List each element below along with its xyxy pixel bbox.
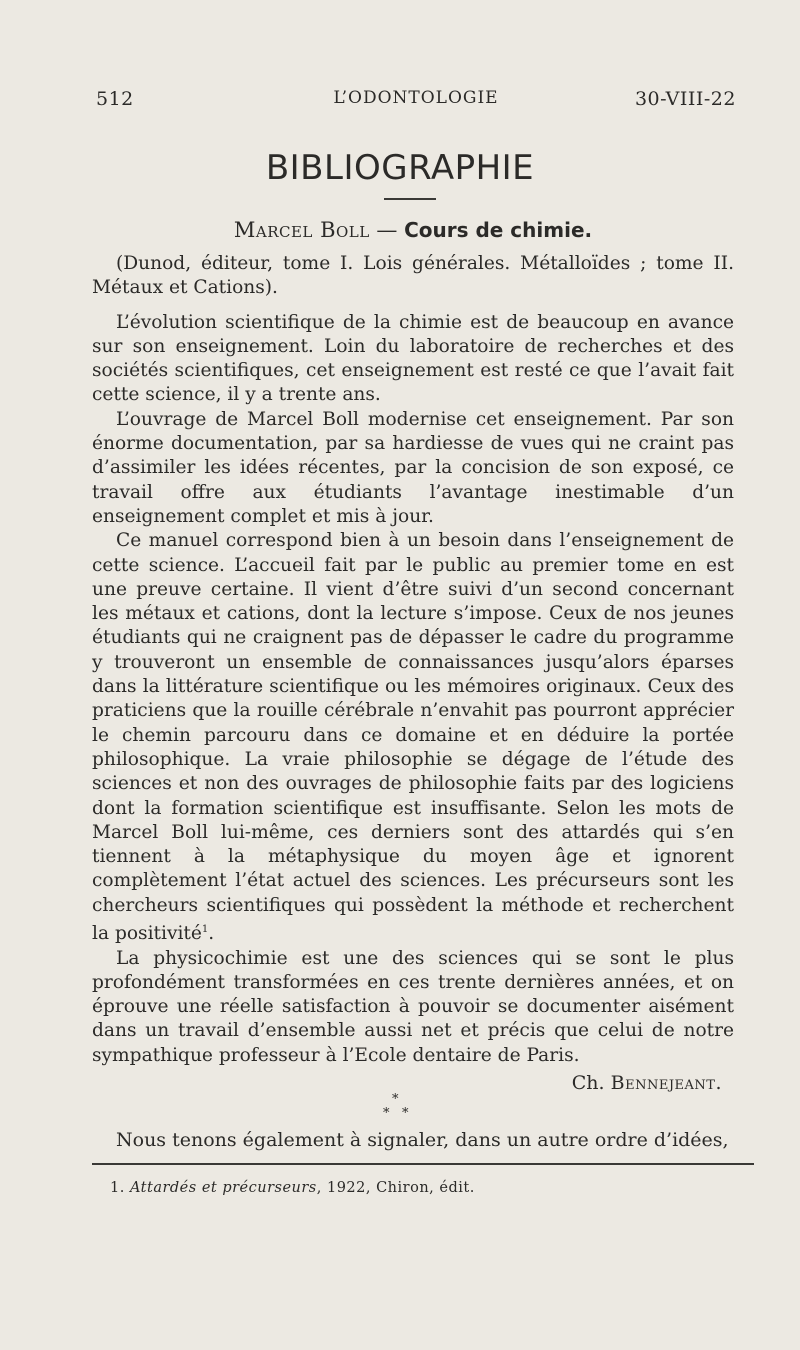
asterisk-right: * xyxy=(402,1106,409,1121)
signature xyxy=(572,1072,722,1094)
paragraph-1: L’évolution scientifique de la chimie est de beaucoup en avance sur son enseignement. Loin du laboratoire de recherches et des sociétés scientifiques, cet enseignement est resté ce que l’avait fait cette science, il y a trente ans. xyxy=(92,311,734,406)
review-heading xyxy=(90,218,736,242)
review-body xyxy=(92,252,734,1068)
asterisk-left: * xyxy=(383,1106,390,1121)
running-head xyxy=(96,88,736,112)
continuation-text: Nous tenons également à signaler, dans un autre ordre d’idées, xyxy=(116,1129,729,1151)
journal-title: L’ODONTOLOGIE xyxy=(333,88,499,108)
page-number: 512 xyxy=(96,88,134,110)
footnote-title: Attardés et précurseurs xyxy=(129,1180,317,1196)
issue-date: 30-VIII-22 xyxy=(634,88,736,110)
asterisk-top: * xyxy=(392,1092,399,1107)
signature-name: Bennejeant. xyxy=(610,1072,722,1094)
title-rule xyxy=(384,198,436,200)
footnote-rule xyxy=(92,1163,754,1165)
paragraph-4: La physicochimie est une des sciences qui se sont le plus profondément transformées en ces trente dernières années, et on éprouve une réelle satisfaction à pouvoir se documenter aisément dans un travail d’ensemble aussi net et précis que celui de notre sympathique professeur à l’Ecole dentaire de Paris. xyxy=(92,947,734,1066)
asterism xyxy=(0,1092,800,1128)
footnote xyxy=(110,1180,475,1196)
review-author: Marcel Boll xyxy=(233,218,370,242)
footnote-reference: 1 xyxy=(201,924,209,936)
publication-info: (Dunod, éditeur, tome I. Lois générales. Métalloïdes ; tome II. Métaux et Cations). xyxy=(92,253,734,299)
signature-initial: Ch. xyxy=(571,1072,605,1094)
paragraph-3-text: Ce manuel correspond bien à un besoin dans l’enseignement de cette science. L’accueil fait par le public au premier tome en est une preuve certaine. Il vient d’être suivi d’un second concernant les métaux et cations, dont la lecture s’impose. Ceux de nos jeunes étudiants qui ne craignent pas de dépasser le cadre du programme y trouveront un ensemble de connaissances jusqu’alors éparses dans la littérature scientifique ou les mémoires originaux. Ceux des praticiens que la rouille cérébrale n’envahit pas pourront apprécier le chemin parcouru dans ce domaine et en déduire la portée philosophique. La vraie philosophie se dégage de l’étude des sciences et non des ouvrages de philosophie faits par des logiciens dont la formation scientifique est insuffisante. Selon les mots de Marcel Boll lui-même, ces derniers sont des attardés qui s’en tiennent à la métaphysique du moyen âge et ignorent complètement l’état actuel des sciences. Les précurseurs sont les chercheurs scientifiques qui possèdent la méthode et recherchent la positivité xyxy=(92,530,734,945)
section-title: BIBLIOGRAPHIE xyxy=(265,148,535,188)
heading-separator: — xyxy=(369,218,405,242)
paragraph-2: L’ouvrage de Marcel Boll modernise cet enseignement. Par son énorme documentation, par sa hardiesse de vues qui ne craint pas d’assimiler les idées récentes, par la concision de son exposé, ce travail offre aux étudiants l’avantage inestimable d’un enseignement complet et mis à jour. xyxy=(92,408,734,527)
footnote-details: , 1922, Chiron, édit. xyxy=(316,1180,475,1196)
footnote-number: 1. xyxy=(110,1180,125,1196)
review-work-title: Cours de chimie. xyxy=(404,218,593,242)
paragraph-3: Ce manuel correspond bien à un besoin dans l’enseignement de cette science. L’accueil fait par le public au premier tome en est une preuve certaine. Il vient d’être suivi d’un second concernant les métaux et cations, dont la lecture s’impose. Ceux de nos jeunes étudiants qui ne craignent pas de dépasser le cadre du programme y trouveront un ensemble de connaissances jusqu’alors éparses dans la littérature scientifique ou les mémoires originaux. Ceux des praticiens que la rouille cérébrale n’envahit pas pourront apprécier le chemin parcouru dans ce domaine et en déduire la portée philosophique. La vraie philosophie se dégage de l’étude des sciences et non des ouvrages de philosophie faits par des logiciens dont la formation scientifique est insuffisante. Selon les mots de Marcel Boll lui-même, ces derniers sont des attardés qui s’en tiennent à la métaphysique du moyen âge et ignorent complètement l’état actuel des sciences. Les précurseurs sont les chercheurs scientifiques qui possèdent la méthode et recherchent la positivité$^1$. xyxy=(92,530,734,945)
